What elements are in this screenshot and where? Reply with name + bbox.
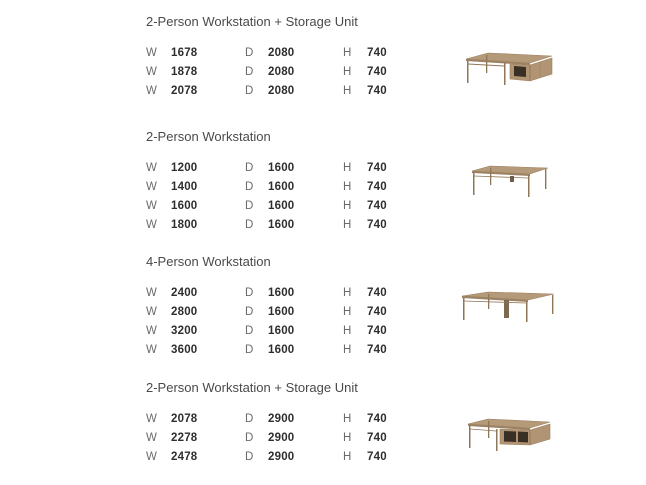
dimension-row bbox=[146, 162, 406, 181]
width-label: W bbox=[146, 413, 157, 425]
width-value: 2478 bbox=[171, 451, 198, 463]
dimension-row bbox=[146, 85, 406, 104]
height-label: H bbox=[343, 287, 352, 299]
four-person-desk-icon bbox=[460, 290, 556, 324]
width-label: W bbox=[146, 306, 157, 318]
depth-value: 2900 bbox=[268, 413, 295, 425]
height-label: H bbox=[343, 162, 352, 174]
depth-label: D bbox=[245, 451, 254, 463]
depth-value: 1600 bbox=[268, 306, 295, 318]
depth-value: 1600 bbox=[268, 325, 295, 337]
width-label: W bbox=[146, 287, 157, 299]
dimension-list bbox=[146, 162, 406, 238]
dimension-row bbox=[146, 200, 406, 219]
height-value: 740 bbox=[367, 200, 387, 212]
desk-with-storage-icon bbox=[464, 50, 556, 90]
depth-label: D bbox=[245, 162, 254, 174]
depth-label: D bbox=[245, 47, 254, 59]
depth-label: D bbox=[245, 181, 254, 193]
depth-label: D bbox=[245, 344, 254, 356]
width-value: 2800 bbox=[171, 306, 198, 318]
depth-label: D bbox=[245, 200, 254, 212]
section-title: 2-Person Workstation + Storage Unit bbox=[146, 14, 358, 29]
height-label: H bbox=[343, 451, 352, 463]
depth-label: D bbox=[245, 413, 254, 425]
depth-value: 1600 bbox=[268, 200, 295, 212]
depth-value: 2080 bbox=[268, 66, 295, 78]
depth-value: 1600 bbox=[268, 344, 295, 356]
width-label: W bbox=[146, 219, 157, 231]
height-label: H bbox=[343, 219, 352, 231]
width-value: 1200 bbox=[171, 162, 198, 174]
depth-label: D bbox=[245, 219, 254, 231]
width-label: W bbox=[146, 344, 157, 356]
width-value: 1878 bbox=[171, 66, 198, 78]
dimension-row bbox=[146, 181, 406, 200]
height-value: 740 bbox=[367, 162, 387, 174]
dimension-row bbox=[146, 219, 406, 238]
two-person-desk-icon bbox=[470, 163, 550, 199]
height-value: 740 bbox=[367, 413, 387, 425]
section-title: 2-Person Workstation + Storage Unit bbox=[146, 380, 358, 395]
width-value: 3600 bbox=[171, 344, 198, 356]
depth-label: D bbox=[245, 85, 254, 97]
depth-label: D bbox=[245, 287, 254, 299]
width-label: W bbox=[146, 325, 157, 337]
height-label: H bbox=[343, 181, 352, 193]
width-label: W bbox=[146, 200, 157, 212]
width-value: 3200 bbox=[171, 325, 198, 337]
dimension-row bbox=[146, 325, 406, 344]
depth-value: 2900 bbox=[268, 451, 295, 463]
depth-label: D bbox=[245, 325, 254, 337]
height-value: 740 bbox=[367, 47, 387, 59]
height-label: H bbox=[343, 306, 352, 318]
height-value: 740 bbox=[367, 306, 387, 318]
width-value: 1600 bbox=[171, 200, 198, 212]
height-label: H bbox=[343, 200, 352, 212]
height-value: 740 bbox=[367, 432, 387, 444]
height-label: H bbox=[343, 85, 352, 97]
depth-label: D bbox=[245, 306, 254, 318]
depth-value: 2900 bbox=[268, 432, 295, 444]
width-value: 2078 bbox=[171, 413, 198, 425]
height-value: 740 bbox=[367, 325, 387, 337]
depth-value: 2080 bbox=[268, 47, 295, 59]
dimension-row bbox=[146, 432, 406, 451]
width-label: W bbox=[146, 47, 157, 59]
dimension-row bbox=[146, 66, 406, 85]
height-value: 740 bbox=[367, 219, 387, 231]
depth-value: 1600 bbox=[268, 287, 295, 299]
height-label: H bbox=[343, 344, 352, 356]
width-value: 2400 bbox=[171, 287, 198, 299]
depth-value: 1600 bbox=[268, 162, 295, 174]
width-label: W bbox=[146, 451, 157, 463]
depth-value: 2080 bbox=[268, 85, 295, 97]
depth-value: 1600 bbox=[268, 219, 295, 231]
depth-label: D bbox=[245, 66, 254, 78]
dimension-row bbox=[146, 47, 406, 66]
width-label: W bbox=[146, 181, 157, 193]
height-value: 740 bbox=[367, 344, 387, 356]
width-label: W bbox=[146, 162, 157, 174]
height-value: 740 bbox=[367, 451, 387, 463]
section-title: 4-Person Workstation bbox=[146, 254, 271, 269]
height-label: H bbox=[343, 66, 352, 78]
width-value: 1400 bbox=[171, 181, 198, 193]
dimension-row bbox=[146, 306, 406, 325]
depth-label: D bbox=[245, 432, 254, 444]
height-label: H bbox=[343, 47, 352, 59]
dimension-list bbox=[146, 287, 406, 363]
dimension-row bbox=[146, 344, 406, 363]
height-value: 740 bbox=[367, 85, 387, 97]
dimension-list bbox=[146, 47, 406, 104]
section-title: 2-Person Workstation bbox=[146, 129, 271, 144]
width-value: 2278 bbox=[171, 432, 198, 444]
width-label: W bbox=[146, 85, 157, 97]
height-value: 740 bbox=[367, 66, 387, 78]
height-label: H bbox=[343, 413, 352, 425]
dimension-row bbox=[146, 413, 406, 432]
dimension-list bbox=[146, 413, 406, 470]
width-value: 2078 bbox=[171, 85, 198, 97]
desk-with-storage-icon bbox=[466, 416, 554, 454]
dimension-row bbox=[146, 287, 406, 306]
height-value: 740 bbox=[367, 181, 387, 193]
width-value: 1800 bbox=[171, 219, 198, 231]
height-label: H bbox=[343, 432, 352, 444]
depth-value: 1600 bbox=[268, 181, 295, 193]
width-label: W bbox=[146, 66, 157, 78]
dimension-row bbox=[146, 451, 406, 470]
height-value: 740 bbox=[367, 287, 387, 299]
width-value: 1678 bbox=[171, 47, 198, 59]
width-label: W bbox=[146, 432, 157, 444]
height-label: H bbox=[343, 325, 352, 337]
